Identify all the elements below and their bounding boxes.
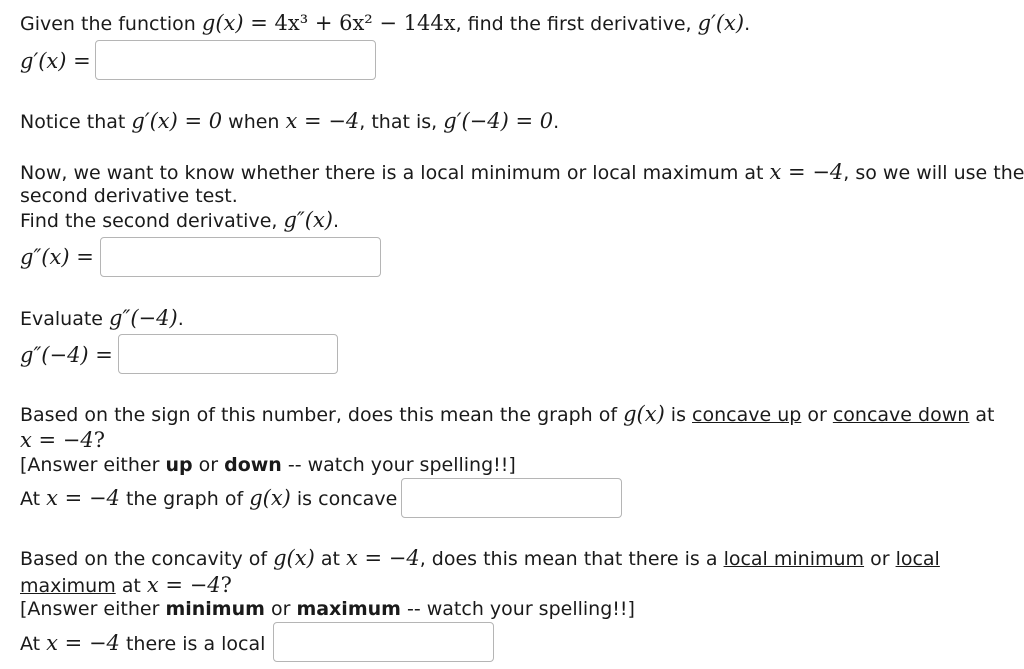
now-line2: second derivative test. — [20, 185, 238, 207]
q2-label: g″(x) = — [20, 245, 94, 269]
q5-expr: x = −4 — [345, 546, 420, 570]
local-maximum-link-part1[interactable]: local — [895, 548, 940, 570]
q2-target: g″(x) — [283, 208, 333, 232]
second-derivative-input[interactable] — [100, 237, 381, 277]
extremum-input[interactable] — [273, 622, 494, 662]
q4-hint — [20, 453, 516, 477]
q4-hint-up: up — [165, 454, 193, 476]
notice-end: . — [553, 111, 560, 133]
now-expr: x = −4 — [769, 160, 844, 184]
evaluate-input[interactable] — [118, 334, 338, 374]
now-end: , so we will use the — [843, 162, 1024, 184]
notice-expr1: g′(x) = 0 — [131, 109, 223, 133]
q4-or: or — [801, 404, 833, 426]
q1-end: . — [744, 13, 751, 35]
q4-ans-prefix: At — [20, 488, 47, 510]
q5-line2-mid: at — [115, 575, 147, 597]
q5-func: g(x) — [273, 546, 315, 570]
q4-hint-end: -- watch your spelling!!] — [281, 454, 516, 476]
q1-label: g′(x) = — [20, 49, 91, 73]
q4-mid: is — [664, 404, 693, 426]
q2-end: . — [333, 210, 340, 232]
q4-ans-func: g(x) — [249, 486, 291, 510]
q3-end: . — [177, 308, 184, 330]
notice-expr2: x = −4 — [285, 109, 360, 133]
q5-prefix: Based on the concavity of — [20, 548, 274, 570]
q2-answer-row — [20, 245, 94, 270]
now-prefix: Now, we want to know whether there is a local minimum or local maximum at — [20, 162, 770, 184]
q5-answer-row — [20, 631, 265, 656]
q4-line2 — [20, 428, 105, 453]
local-maximum-link-part2[interactable]: maximum — [20, 575, 116, 597]
q4-prefix: Based on the sign of this number, does this mean the graph of — [20, 404, 624, 426]
q1-func: g(x) — [201, 11, 244, 35]
q4-ans-end: is concave — [290, 488, 398, 510]
q4-ans-mid: the graph of — [119, 488, 250, 510]
q5-line2 — [20, 573, 232, 598]
q4-line1-end: at — [969, 404, 995, 426]
q5-hint-prefix: [Answer either — [20, 598, 166, 620]
q4-func: g(x) — [623, 402, 665, 426]
q5-ans-expr: x = −4 — [46, 631, 120, 655]
q4-answer-row — [20, 486, 397, 511]
q5-line2-end: ? — [220, 573, 232, 597]
notice-prefix: Notice that — [20, 111, 132, 133]
concave-down-link[interactable]: concave down — [832, 404, 970, 426]
first-derivative-input[interactable] — [95, 40, 376, 80]
q5-ans-end: there is a local — [119, 633, 266, 655]
q1-answer-row — [20, 49, 91, 74]
q5-line1 — [20, 546, 940, 571]
q5-mid: at — [314, 548, 346, 570]
q2-prompt — [20, 208, 339, 233]
q4-hint-or: or — [192, 454, 225, 476]
q1-eq: = 4x³ + 6x² − 144x — [243, 11, 456, 35]
q3-answer-row — [20, 343, 113, 368]
q5-hint-end: -- watch your spelling!!] — [400, 598, 635, 620]
q1-prompt — [20, 11, 750, 36]
q1-mid: , find the first derivative, — [455, 13, 698, 35]
q5-hint-min: minimum — [165, 598, 265, 620]
q5-line2-expr: x = −4 — [146, 573, 221, 597]
q5-or: or — [864, 548, 896, 570]
local-minimum-link[interactable]: local minimum — [723, 548, 865, 570]
now-line1 — [20, 160, 1024, 185]
q5-hint-or: or — [264, 598, 297, 620]
q2-prefix: Find the second derivative, — [20, 210, 284, 232]
q1-target: g′(x) — [697, 11, 745, 35]
q4-line2-end: ? — [93, 428, 106, 452]
q3-prompt — [20, 306, 184, 331]
q3-label: g″(−4) = — [20, 343, 113, 367]
q3-prefix: Evaluate — [20, 308, 110, 330]
q5-hint-max: maximum — [296, 598, 401, 620]
concavity-input[interactable] — [401, 478, 622, 518]
q1-prefix: Given the function — [20, 13, 202, 35]
notice-mid2: , that is, — [359, 111, 444, 133]
notice-mid1: when — [222, 111, 286, 133]
q4-line1 — [20, 402, 994, 427]
q4-hint-down: down — [224, 454, 282, 476]
notice-expr3: g′(−4) = 0 — [443, 109, 554, 133]
q5-mid2: , does this mean that there is a — [419, 548, 724, 570]
q5-ans-prefix: At — [20, 633, 47, 655]
q4-line2-expr: x = −4 — [20, 428, 94, 452]
q3-target: g″(−4) — [109, 306, 178, 330]
concave-up-link[interactable]: concave up — [692, 404, 802, 426]
q5-hint — [20, 597, 635, 621]
q4-ans-expr: x = −4 — [46, 486, 120, 510]
q4-hint-prefix: [Answer either — [20, 454, 166, 476]
notice-text — [20, 109, 559, 134]
